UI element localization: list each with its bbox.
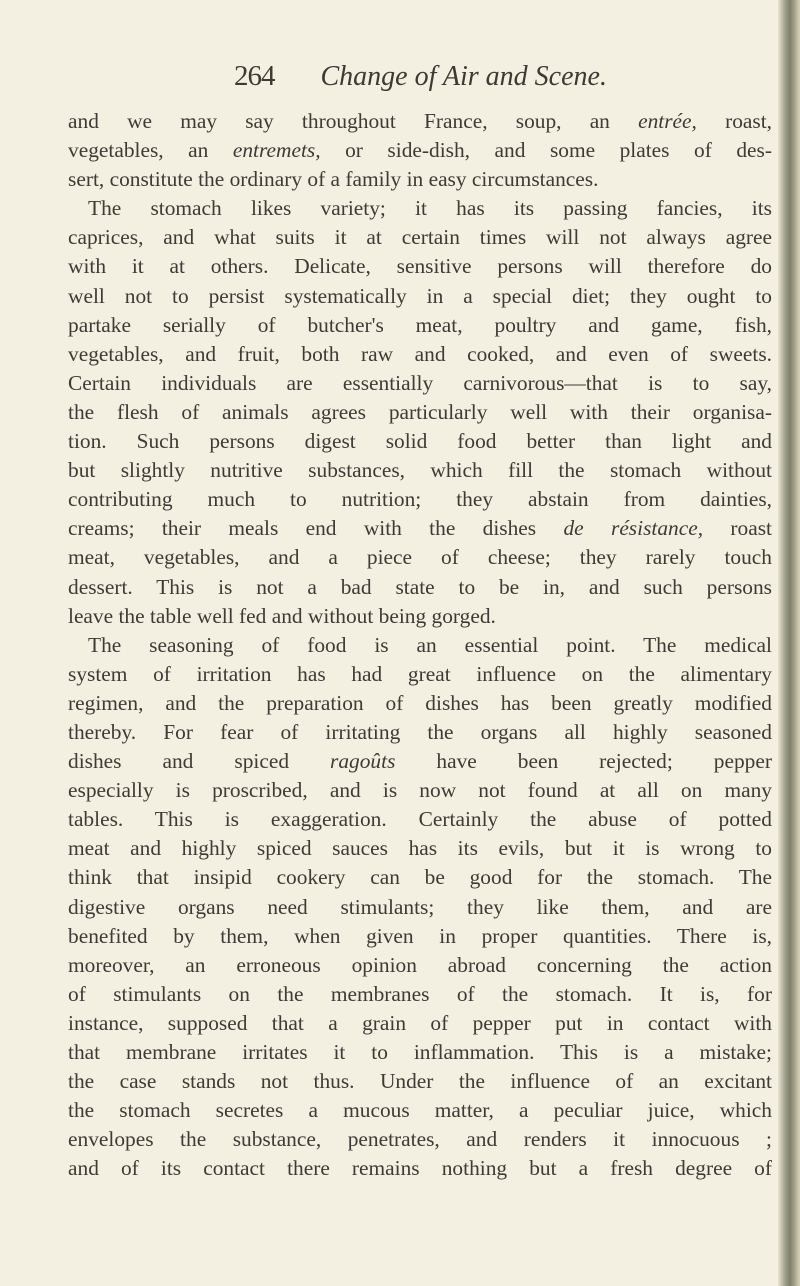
text-run: tables. This is exaggeration. Certainly the abuse of potted	[68, 807, 772, 832]
text-run: think that insipid cookery can be good for the stomach. The	[68, 865, 772, 890]
text-run: The seasoning of food is an essential point. The medical	[88, 632, 772, 657]
text-line	[68, 893, 772, 922]
page-edge	[778, 0, 800, 1286]
text-line	[68, 369, 772, 398]
text-line	[68, 573, 772, 602]
page-header	[234, 60, 607, 93]
text-line	[68, 252, 772, 281]
text-run: instance, supposed that a grain of pepper put in contact with	[68, 1010, 772, 1035]
text-line	[68, 863, 772, 892]
italic-term: entremets,	[232, 138, 321, 163]
text-run: caprices, and what suits it at certain times will not always agree	[68, 225, 772, 250]
text-line	[68, 107, 772, 136]
text-line	[68, 1125, 772, 1154]
italic-term: de résistance,	[563, 516, 704, 541]
text-line	[68, 922, 772, 951]
italic-term: entrée,	[638, 109, 697, 133]
text-line	[68, 398, 772, 427]
text-run: thereby. For fear of irritating the organs all highly seasoned	[68, 719, 772, 744]
text-line	[68, 660, 772, 689]
text-run: especially is proscribed, and is now not found at all on many	[68, 778, 772, 803]
text-line	[68, 1038, 772, 1067]
text-line	[68, 485, 772, 514]
italic-term: ragoûts	[330, 749, 396, 774]
text-line	[68, 1009, 772, 1038]
text-run: creams; their meals end with the dishes	[68, 516, 564, 541]
text-run: leave the table well fed and without being gorged.	[68, 603, 496, 628]
text-line	[68, 1067, 772, 1096]
text-run: well not to persist systematically in a special diet; they ought to	[68, 283, 772, 308]
text-line	[68, 311, 772, 340]
text-line	[68, 194, 772, 223]
text-line	[68, 282, 772, 311]
text-run: have been rejected; pepper	[395, 749, 772, 774]
text-run: moreover, an erroneous opinion abroad concerning the action	[68, 952, 772, 977]
text-line	[68, 223, 772, 252]
text-line	[68, 456, 772, 485]
text-run: partake serially of butcher's meat, poultry and game, fish,	[68, 312, 772, 337]
text-line	[68, 1154, 772, 1183]
text-run: vegetables, and fruit, both raw and cooked, and even of sweets.	[68, 341, 772, 366]
text-run: digestive organs need stimulants; they like them, and are	[68, 894, 772, 919]
text-line	[68, 514, 772, 543]
text-run: the flesh of animals agrees particularly well with their organisa-	[68, 399, 772, 424]
text-run: roast	[703, 516, 772, 541]
text-run: The stomach likes variety; it has its passing fancies, its	[88, 196, 772, 221]
text-run: that membrane irritates it to inflammation. This is a mistake;	[68, 1040, 772, 1064]
text-line	[68, 689, 772, 718]
text-line	[68, 718, 772, 747]
text-line	[68, 951, 772, 980]
text-run: system of irritation has had great influence on the alimentary	[68, 661, 772, 686]
text-run: vegetables, an	[68, 138, 233, 163]
text-run: regimen, and the preparation of dishes has been greatly modified	[68, 690, 772, 715]
text-run: but slightly nutritive substances, which fill the stomach without	[68, 458, 772, 483]
text-run: meat and highly spiced sauces has its evils, but it is wrong to	[68, 836, 772, 861]
text-line	[68, 805, 772, 834]
text-run: with it at others. Delicate, sensitive persons will therefore do	[68, 254, 772, 279]
text-run: contributing much to nutrition; they abstain from dainties,	[68, 487, 772, 512]
text-line	[68, 1096, 772, 1125]
text-run: of stimulants on the membranes of the stomach. It is, for	[68, 981, 772, 1006]
text-line	[68, 602, 772, 631]
text-run: roast,	[696, 109, 772, 133]
text-run: dishes and spiced	[68, 749, 331, 774]
text-run: sert, constitute the ordinary of a family in easy circumstances.	[68, 167, 599, 192]
text-run: envelopes the substance, penetrates, and renders it innocuous ;	[68, 1127, 772, 1152]
text-run: or side-dish, and some plates of des-	[320, 138, 772, 163]
text-run: meat, vegetables, and a piece of cheese; they rarely touch	[68, 545, 772, 570]
text-line	[68, 631, 772, 660]
text-line	[68, 165, 772, 194]
text-line	[68, 340, 772, 369]
running-title: Change of Air and Scene.	[320, 61, 607, 92]
text-run: tion. Such persons digest solid food better than light and	[68, 429, 772, 454]
text-line	[68, 543, 772, 572]
text-run: dessert. This is not a bad state to be in, and such persons	[68, 574, 772, 599]
text-line	[68, 980, 772, 1009]
text-line	[68, 136, 772, 165]
text-run: the stomach secretes a mucous matter, a peculiar juice, which	[68, 1098, 772, 1123]
text-run: the case stands not thus. Under the influence of an excitant	[68, 1069, 772, 1094]
text-line	[68, 747, 772, 776]
text-run: Certain individuals are essentially carnivorous—that is to say,	[68, 370, 772, 395]
page-number: 264	[234, 60, 275, 92]
text-line	[68, 776, 772, 805]
text-line	[68, 427, 772, 456]
text-run: and of its contact there remains nothing but a fresh degree of	[68, 1156, 772, 1181]
text-run: and we may say throughout France, soup, an	[68, 109, 639, 133]
text-line	[68, 834, 772, 863]
text-run: benefited by them, when given in proper quantities. There is,	[68, 923, 772, 948]
body-text	[68, 107, 772, 1183]
